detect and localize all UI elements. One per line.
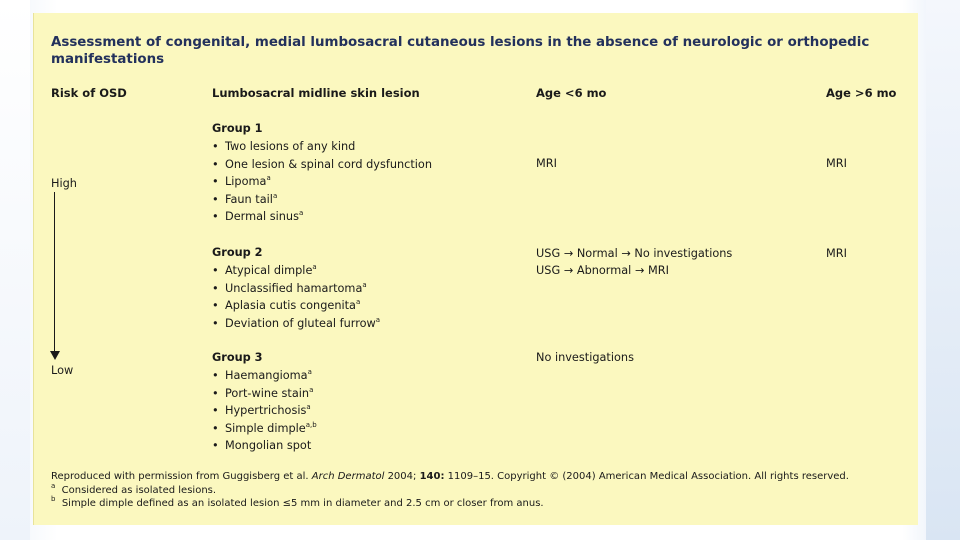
list-item: • Lipoma$^a$ xyxy=(212,174,271,189)
table-panel xyxy=(33,13,918,525)
list-item: • Mongolian spot xyxy=(212,439,312,453)
group-3-items xyxy=(212,367,317,455)
group-2-age-lt-normal: USG → Normal → No investigations xyxy=(536,247,733,260)
risk-high-label: High xyxy=(51,177,77,190)
header-lesion: Lumbosacral midline skin lesion xyxy=(212,86,420,100)
list-item: • Faun tail$^a$ xyxy=(212,191,278,206)
header-age-lt: Age <6 mo xyxy=(536,86,607,100)
list-item: • Hypertrichosis$^a$ xyxy=(212,403,311,418)
footnote-b: $^b$ Simple dimple defined as an isolated lesion ≤5 mm in diameter and 2.5 cm or closer from anus. xyxy=(51,495,544,509)
group-1-age-gt: MRI xyxy=(826,157,847,170)
risk-low-label: Low xyxy=(51,364,74,377)
group-2-items xyxy=(212,262,380,332)
group-2-age-lt-abnormal: USG → Abnormal → MRI xyxy=(536,264,669,277)
source-citation: Reproduced with permission from Guggisberg et al. Arch Dermatol 2004; 140: 1109–15. Copyright © (2004) American Medical Association. All rights reserved. xyxy=(51,471,849,482)
slide-right-edge xyxy=(926,0,960,540)
group-2-age-gt: MRI xyxy=(826,247,847,260)
table-title: Assessment of congenital, medial lumbosacral cutaneous lesions in the absence of neurologic or orthopedic manifestations xyxy=(51,35,870,67)
header-risk: Risk of OSD xyxy=(51,86,127,100)
slide-left-edge xyxy=(0,0,30,540)
list-item: • Haemangioma$^a$ xyxy=(212,368,312,382)
risk-arrow-line xyxy=(54,192,55,353)
group-1-items xyxy=(212,138,432,226)
group-3-age-lt: No investigations xyxy=(536,351,634,364)
list-item: • Deviation of gluteal furrow$^a$ xyxy=(212,315,381,330)
header-age-gt: Age >6 mo xyxy=(826,86,897,100)
list-item: • Aplasia cutis congenita$^a$ xyxy=(212,298,361,313)
group-1-age-lt: MRI xyxy=(536,157,557,170)
list-item: • Simple dimple$^{a,b}$ xyxy=(212,420,317,435)
group-3-title: Group 3 xyxy=(212,351,263,364)
list-item: • Two lesions of any kind xyxy=(212,140,356,153)
group-1-title: Group 1 xyxy=(212,122,263,135)
down-arrow-icon xyxy=(50,351,60,360)
list-item: • Atypical dimple$^a$ xyxy=(212,263,317,277)
list-item: • Port-wine stain$^a$ xyxy=(212,385,314,400)
group-2-title: Group 2 xyxy=(212,246,263,259)
list-item: • One lesion & spinal cord dysfunction xyxy=(212,157,432,171)
footnote-a: $^a$ Considered as isolated lesions. xyxy=(51,482,217,496)
list-item: • Dermal sinus$^a$ xyxy=(212,209,304,224)
list-item: • Unclassified hamartoma$^a$ xyxy=(212,280,367,295)
